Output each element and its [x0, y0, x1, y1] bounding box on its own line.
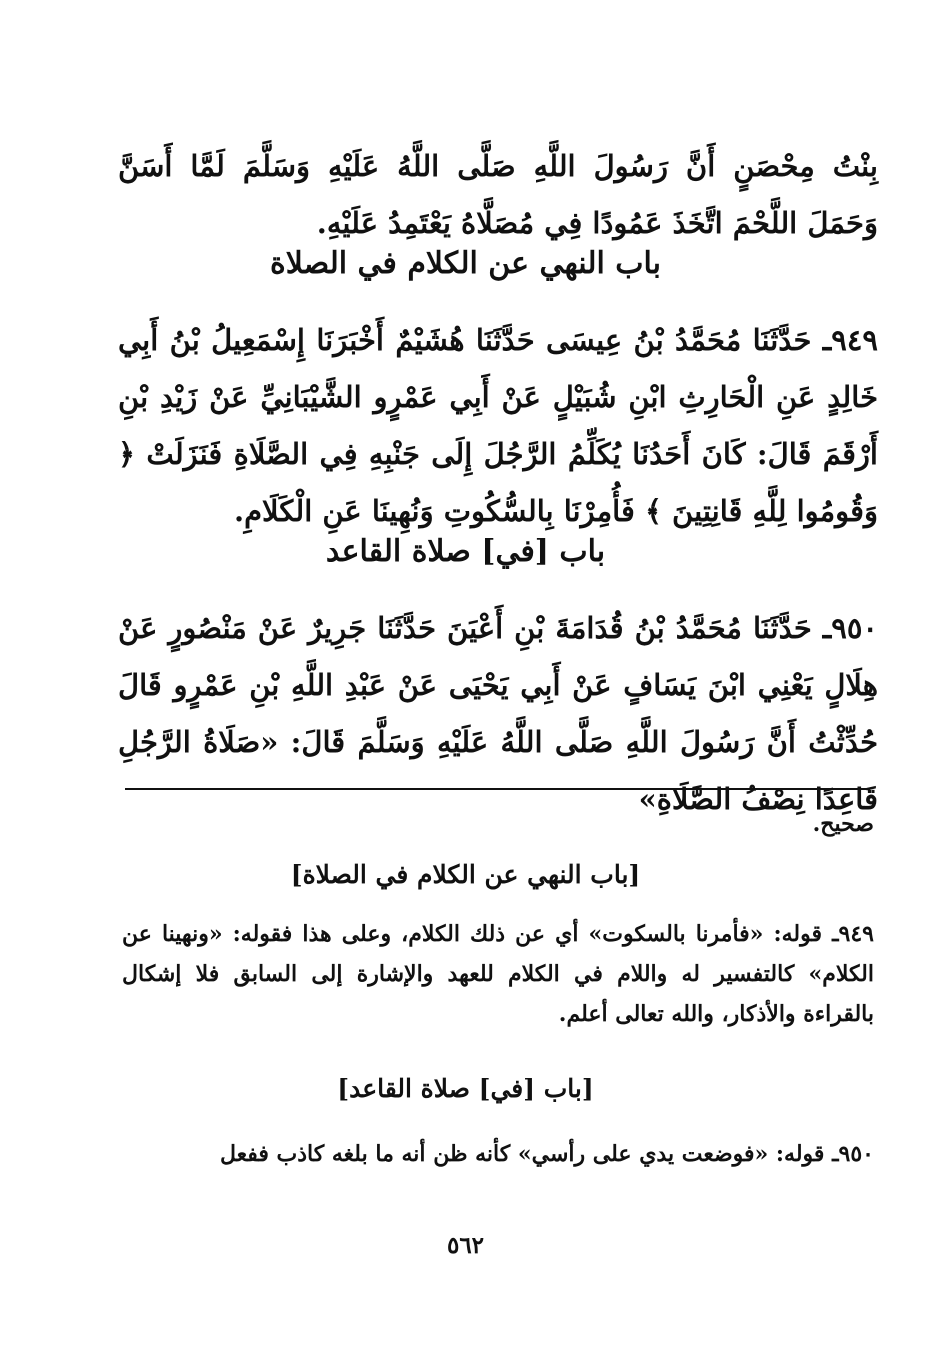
- hadith-950: ٩٥٠ـ حَدَّثَنَا مُحَمَّدُ بْنُ قُدَامَةَ بْنِ أَعْيَنَ حَدَّثَنَا جَرِيرٌ عَنْ مَنْصُورٍ عَنْ هِلَالٍ يَعْنِي ابْنَ يَسَافٍ عَنْ أَبِي يَحْيَى عَنْ عَبْدِ اللَّهِ بْنِ عَمْرٍو قَالَ حُدِّثْتُ أَنَّ رَسُولَ اللَّهِ صَلَّى اللَّهُ عَلَيْهِ وَسَلَّمَ قَالَ: «صَلَاةُ الرَّجُلِ قَاعِدًا نِصْفُ الصَّلَاةِ»: [118, 611, 878, 816]
- chapter-heading-sitting-prayer: باب [في] صلاة القاعد: [325, 534, 606, 569]
- commentary-949: ٩٤٩ـ قوله: «فأمرنا بالسكوت» أي عن ذلك الكلام، وعلى هذا فقوله: «ونهينا عن الكلام» كالتفسير له واللام في الكلام للعهد والإشارة إلى السابق فلا إشكال بالقراءة والأذكار، والله تعالى أعلم.: [122, 921, 874, 1027]
- hadith-continuation: بِنْتُ مِحْصَنٍ أَنَّ رَسُولَ اللَّهِ صَلَّى اللَّهُ عَلَيْهِ وَسَلَّمَ لَمَّا أَسَنَّ وَحَمَلَ اللَّحْمَ اتَّخَذَ عَمُودًا فِي مُصَلَّاهُ يَعْتَمِدُ عَلَيْهِ.: [118, 149, 878, 240]
- commentary-chapter-heading-speech-in-prayer: [باب النهي عن الكلام في الصلاة]: [290, 860, 641, 889]
- page-number: ٥٦٢: [446, 1232, 485, 1259]
- commentary-chapter-heading-sitting-prayer: [باب [في] صلاة القاعد]: [337, 1074, 594, 1103]
- hadith-949: ٩٤٩ـ حَدَّثَنَا مُحَمَّدُ بْنُ عِيسَى حَدَّثَنَا هُشَيْمٌ أَخْبَرَنَا إِسْمَعِيلُ بْنُ أَبِي خَالِدٍ عَنِ الْحَارِثِ ابْنِ شُبَيْلٍ عَنْ أَبِي عَمْرٍو الشَّيْبَانِيِّ عَنْ زَيْدِ بْنِ أَرْقَمَ قَالَ: كَانَ أَحَدُنَا يُكَلِّمُ الرَّجُلَ إِلَى جَنْبِهِ فِي الصَّلَاةِ فَنَزَلَتْ ﴿ وَقُومُوا لِلَّهِ قَانِتِينَ ﴾ فَأُمِرْنَا بِالسُّكُوتِ وَنُهِينَا عَنِ الْكَلَامِ.: [118, 323, 878, 528]
- chapter-heading-speech-in-prayer: باب النهي عن الكلام في الصلاة: [269, 246, 662, 281]
- commentary-950: ٩٥٠ـ قوله: «فوضعت يدي على رأسي» كأنه ظن أنه ما بلغه كاذب ففعل: [219, 1141, 874, 1167]
- footnote-separator: [125, 788, 870, 790]
- grading-note: صحيح.: [812, 811, 874, 837]
